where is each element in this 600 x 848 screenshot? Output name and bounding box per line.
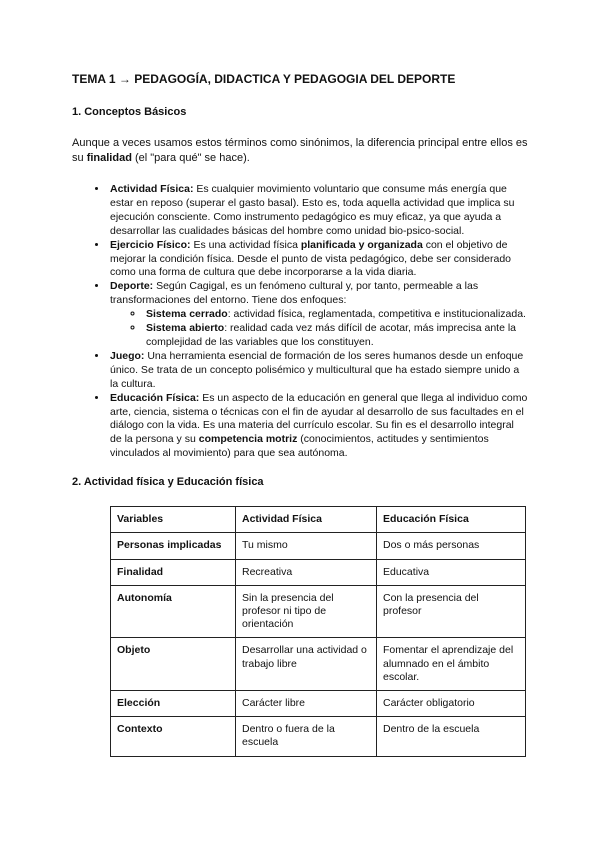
term-text: (conocimientos, actitudes y sentimientos vinculados al movimiento) para que sea autónoma. — [110, 433, 489, 460]
sub-term-label: Sistema cerrado — [146, 308, 228, 321]
sublist-item-sistema-cerrado — [144, 308, 528, 322]
table-cell: Dentro o fuera de la escuela — [236, 717, 377, 756]
table-cell: Tu mismo — [236, 533, 377, 559]
term-label: Educación Física: — [110, 391, 200, 404]
intro-paragraph — [72, 136, 528, 166]
sub-term-label: Sistema abierto — [146, 322, 225, 335]
page-title: TEMA 1 → PEDAGOGÍA, DIDACTICA Y PEDAGOGIA DEL DEPORTE — [72, 72, 456, 86]
list-item-juego — [108, 350, 528, 392]
term-label: Deporte: — [110, 280, 154, 293]
table-row — [111, 559, 526, 585]
table-row — [111, 690, 526, 716]
table-cell: Dos o más personas — [377, 533, 526, 559]
list-item-deporte — [108, 280, 528, 350]
term-text: con el objetivo de mejorar la condición física. Desde el punto de vista pedagógico, debe ser considerado como una forma de cultura que debe incorporarse a la vida diaria. — [110, 238, 511, 279]
table-row — [111, 638, 526, 691]
table-cell: Objeto — [111, 638, 236, 691]
table-cell: Con la presencia del profesor — [377, 585, 526, 638]
table-row — [111, 717, 526, 756]
table-cell: Recreativa — [236, 559, 377, 585]
sublist-item-sistema-abierto — [144, 322, 528, 350]
table-header-cell: Variables — [111, 507, 236, 533]
table-cell: Fomentar el aprendizaje del alumnado en el ámbito escolar. — [377, 638, 526, 691]
term-label: Juego: — [110, 349, 145, 362]
table-cell: Carácter obligatorio — [377, 690, 526, 716]
table-header-cell: Educación Física — [377, 507, 526, 533]
table-cell: Autonomía — [111, 585, 236, 638]
sub-term-text: : realidad cada vez más difícil de acotar, más imprecisa ante la complejidad de las variables que los constituyen. — [146, 322, 517, 348]
intro-text-2: (el "para qué" se hace). — [131, 152, 250, 164]
table-header-cell: Actividad Física — [236, 507, 377, 533]
table-header-row — [111, 507, 526, 533]
term-label: Actividad Física: — [110, 183, 194, 195]
section-1-heading: 1. Conceptos Básicos — [72, 106, 187, 118]
table-cell: Carácter libre — [236, 690, 377, 716]
comparison-table — [110, 506, 526, 756]
term-label: Ejercicio Físico: — [110, 238, 191, 251]
concepts-list — [72, 183, 528, 461]
term-text: Según Cagigal, es un fenómeno cultural y, por tanto, permeable a las transformaciones del entorno. Tiene dos enfoques: — [110, 280, 479, 307]
intro-text-1: Aunque a veces usamos estos términos como sinónimos, la diferencia principal entre ellos es su — [72, 137, 528, 164]
table-cell: Educativa — [377, 559, 526, 585]
table-row — [111, 585, 526, 638]
table-cell: Personas implicadas — [111, 533, 236, 559]
table-cell: Finalidad — [111, 559, 236, 585]
deporte-sublist — [110, 308, 528, 350]
sub-term-text: : actividad física, reglamentada, competitiva e institucionalizada. — [227, 308, 526, 321]
list-item-educacion-fisica — [108, 392, 528, 462]
table-cell: Desarrollar una actividad o trabajo libre — [236, 638, 377, 691]
term-text: Es un aspecto de la educación en general que llega al individuo como arte, ciencia, sistema o técnicas con el fin de ayudar al desarrollo de sus facultades en el diálogo con la vida. Es una materia del currículo escolar. Su fin es el desarrollo integral de la persona y su — [110, 391, 528, 446]
table-cell: Elección — [111, 690, 236, 716]
table-cell: Contexto — [111, 717, 236, 756]
list-item-actividad-fisica — [108, 183, 528, 239]
term-bold: competencia motriz — [198, 433, 298, 446]
table-row — [111, 533, 526, 559]
section-2-heading: 2. Actividad física y Educación física — [72, 476, 264, 489]
term-text: Es cualquier movimiento voluntario que consume más energía que estar en reposo (superar el gasto basal). Esto es, toda aquella actividad que implica su ejecución consciente. Como instrumento pedagógico es muy eficaz, ya que ayuda a desarrollar las cualidades básicas del hombre como unidad bio-psico-social. — [110, 183, 515, 237]
table-cell: Sin la presencia del profesor ni tipo de orientación — [236, 585, 377, 638]
term-bold: planificada y organizada — [300, 238, 423, 251]
term-text: Es una actividad física — [190, 238, 301, 251]
list-item-ejercicio-fisico — [108, 239, 528, 281]
term-text: Una herramienta esencial de formación de los seres humanos desde un enfoque único. Se trata de un concepto polisémico y multicultural que ha estado siempre unido a la cultura. — [110, 349, 524, 390]
intro-bold: finalidad — [86, 152, 132, 164]
table-cell: Dentro de la escuela — [377, 717, 526, 756]
